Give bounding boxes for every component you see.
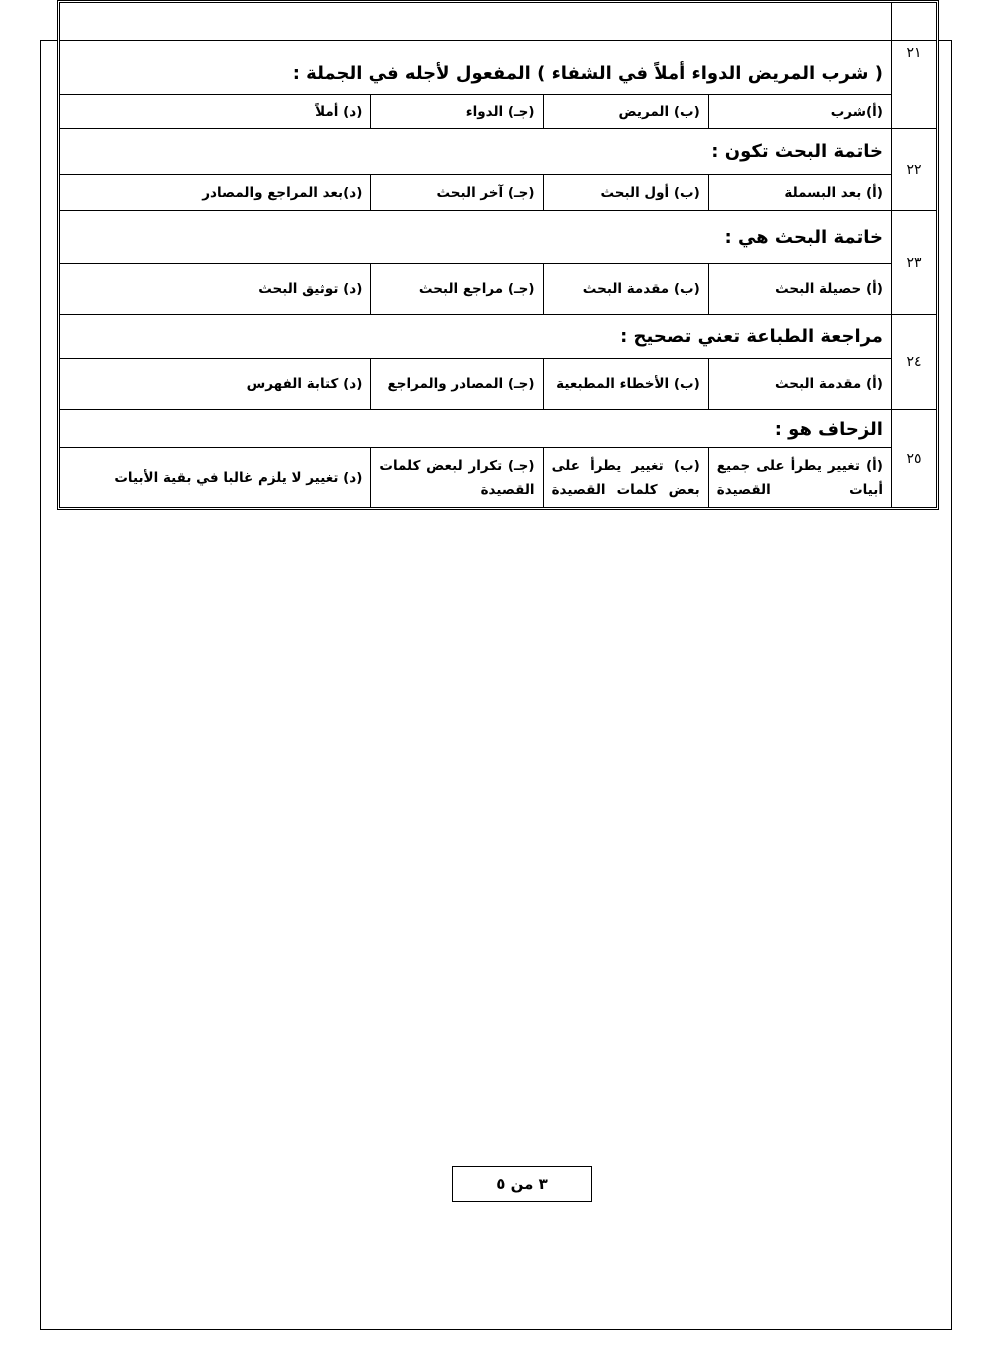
option-b[interactable]: (ب) أول البحث — [543, 175, 708, 211]
question-number: ٢٣ — [891, 211, 936, 315]
page-number-box — [452, 1166, 592, 1202]
question-stem: خاتمة البحث هي : — [60, 211, 892, 264]
option-a[interactable]: (أ) بعد البسملة — [708, 175, 891, 211]
table-top-row — [60, 3, 937, 41]
options-row — [60, 95, 937, 129]
option-c-text: (جـ) تكرار لبعض كلمات القصيدة — [379, 457, 535, 498]
page-number-label: ٣ من ٥ — [496, 1175, 548, 1193]
option-c[interactable] — [371, 448, 543, 508]
option-a[interactable]: (أ) حصيلة البحث — [708, 264, 891, 315]
option-d[interactable]: (د)بعد المراجع والمصادر — [60, 175, 371, 211]
question-stem: مراجعة الطباعة تعني تصحيح : — [60, 315, 892, 359]
question-stem: ( شرب المريض الدواء أملاً في الشفاء ) المفعول لأجله في الجملة : — [60, 41, 892, 95]
question-stem: خاتمة البحث تكون : — [60, 129, 892, 175]
option-d[interactable]: (د) توثيق البحث — [60, 264, 371, 315]
option-b[interactable] — [543, 448, 708, 508]
questions-table — [59, 2, 937, 508]
option-a[interactable]: (أ) مقدمة البحث — [708, 359, 891, 410]
option-d[interactable]: (د) كتابة الفهرس — [60, 359, 371, 410]
question-row — [60, 410, 937, 448]
option-a[interactable] — [708, 448, 891, 508]
option-a-text: (أ) تغيير يطرأ على جميع أبيات القصيدة — [716, 457, 883, 498]
option-d[interactable]: (د) تغيير لا يلزم غالبا في بقية الأبيات — [60, 448, 371, 508]
question-row — [60, 315, 937, 359]
option-b[interactable]: (ب) الأخطاء المطبعية — [543, 359, 708, 410]
question-number: ٢٢ — [891, 129, 936, 211]
option-c[interactable]: (جـ) مراجع البحث — [371, 264, 543, 315]
question-number: ٢٤ — [891, 315, 936, 410]
question-number: ٢١ — [891, 41, 936, 129]
option-c[interactable]: (جـ) آخر البحث — [371, 175, 543, 211]
question-row — [60, 129, 937, 175]
options-row — [60, 448, 937, 508]
question-row — [60, 211, 937, 264]
option-b[interactable]: (ب) مقدمة البحث — [543, 264, 708, 315]
options-row — [60, 264, 937, 315]
question-row — [60, 41, 937, 95]
option-c[interactable]: (جـ) المصادر والمراجع — [371, 359, 543, 410]
option-a[interactable]: (أ)شرب — [708, 95, 891, 129]
options-row — [60, 175, 937, 211]
blank-cell — [60, 3, 892, 41]
option-b-text: (ب) تغيير يطرأ على بعض كلمات القصيدة — [551, 457, 700, 498]
question-number: ٢٥ — [891, 410, 936, 508]
options-row — [60, 359, 937, 410]
question-stem: الزحاف هو : — [60, 410, 892, 448]
option-d[interactable]: (د) أملاً — [60, 95, 371, 129]
blank-number-cell — [891, 3, 936, 41]
questions-table-wrapper — [57, 0, 939, 510]
option-b[interactable]: (ب) المريض — [543, 95, 708, 129]
option-c[interactable]: (جـ) الدواء — [371, 95, 543, 129]
